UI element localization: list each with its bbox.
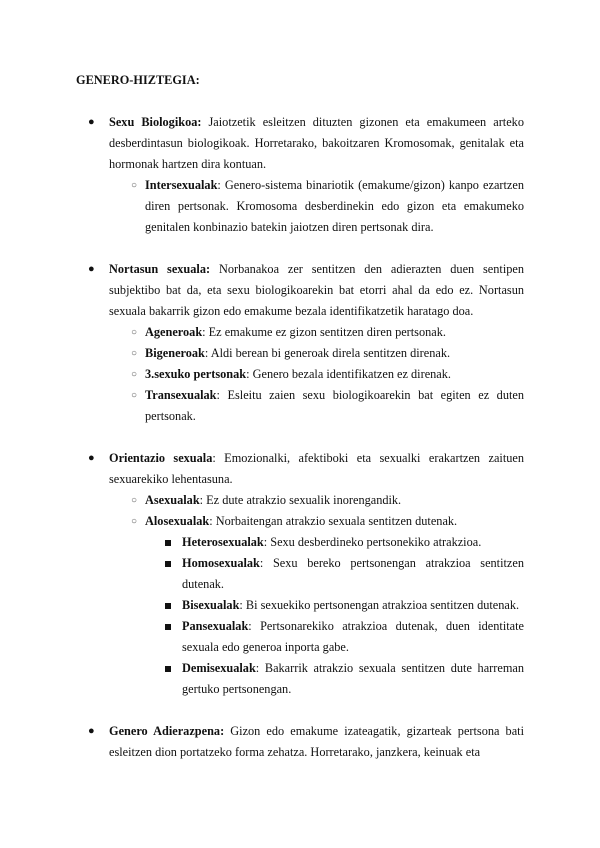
glossary-definition: : Bi sexuekiko pertsonengan atrakzioa sentitzen dutenak. xyxy=(239,598,520,612)
glossary-term: Transexualak xyxy=(145,388,217,402)
glossary-entry-level-1 xyxy=(88,259,525,322)
glossary-definition: : Ez emakume ez gizon sentitzen diren pertsonak. xyxy=(202,325,446,339)
glossary-definition: : Sexu desberdineko pertsonekiko atrakzioa. xyxy=(263,535,482,549)
glossary-term: Demisexualak xyxy=(182,661,256,675)
glossary-definition: Norbanakoa zer sentitzen den adierazten duen sentipen subjektibo bat da, eta sexu biologikoarekin bat etorri ahal da edo ez. Nortasun sexuala bakarrik gizon edo emakume bezala identifikatzetik haratago doa. xyxy=(109,262,525,318)
glossary-definition: : Genero-sistema binariotik (emakume/gizon) kanpo ezartzen diren pertsonak. Kromosoma desberdinekin edo gizon eta emakumeko genitalen konbinazio batekin jaiotzen diren pertsonak dira. xyxy=(145,178,524,234)
glossary-entry-level-3 xyxy=(182,658,524,700)
bullet-circle-icon: ○ xyxy=(131,327,138,338)
bullet-disc-icon: ● xyxy=(88,452,95,464)
bullet-circle-icon: ○ xyxy=(131,495,138,506)
glossary-term: Pansexualak xyxy=(182,619,249,633)
glossary-entry-level-1 xyxy=(88,112,524,175)
glossary-definition: : Sexu bereko pertsonengan atrakzioa sentitzen dutenak. xyxy=(182,556,524,591)
glossary-entry-level-2 xyxy=(131,490,524,511)
glossary-term: Intersexualak xyxy=(145,178,218,192)
bullet-circle-icon: ○ xyxy=(131,390,138,401)
glossary-entry-level-3 xyxy=(182,532,524,553)
glossary-entry-level-3 xyxy=(182,616,524,658)
glossary-entry-level-2 xyxy=(131,511,524,532)
glossary-entry-level-2 xyxy=(131,175,524,238)
glossary-entry-level-1 xyxy=(88,721,524,763)
document-title: GENERO-HIZTEGIA: xyxy=(76,73,200,87)
glossary-definition: : Emozionalki, afektiboki eta sexualki erakartzen zaituen sexuarekiko lehentasuna. xyxy=(109,451,524,486)
glossary-definition: : Ez dute atrakzio sexualik inorengandik. xyxy=(199,493,402,507)
glossary-entry-level-3 xyxy=(182,595,524,616)
glossary-definition: Jaiotzetik esleitzen dituzten gizonen eta emakumeen arteko desberdintasun biologikoak. Horretarako, bakoitzaren Kromosomak, genitalak eta hormonak hartzen dira kontuan. xyxy=(109,115,524,171)
bullet-disc-icon: ● xyxy=(88,116,95,128)
document-page xyxy=(76,70,524,763)
glossary-definition: : Pertsonarekiko atrakzioa dutenak, duen identitate sexuala edo generoa inporta gabe. xyxy=(182,619,524,654)
glossary-term: Bisexualak xyxy=(182,598,240,612)
glossary-definition: : Genero bezala identifikatzen ez direnak. xyxy=(246,367,451,381)
bullet-disc-icon: ● xyxy=(88,263,95,275)
bullet-circle-icon: ○ xyxy=(131,348,138,359)
glossary-term: Ageneroak xyxy=(145,325,203,339)
glossary-term: Orientazio sexuala xyxy=(109,451,213,465)
glossary-entry-level-1 xyxy=(88,448,524,490)
glossary-definition: : Bakarrik atrakzio sexuala sentitzen dute harreman gertuko pertsonengan. xyxy=(182,661,524,696)
glossary-entry-level-2 xyxy=(131,364,524,385)
glossary-term: Alosexualak xyxy=(145,514,210,528)
glossary-term: Genero Adierazpena: xyxy=(109,724,225,738)
glossary-entry-level-2 xyxy=(131,385,524,427)
glossary-term: Sexu Biologikoa: xyxy=(109,115,202,129)
glossary-term: Asexualak xyxy=(145,493,200,507)
bullet-circle-icon: ○ xyxy=(131,516,138,527)
glossary-definition: : Esleitu zaien sexu biologikoarekin bat egiten ez duten pertsonak. xyxy=(145,388,524,423)
bullet-circle-icon: ○ xyxy=(131,180,138,191)
glossary-list xyxy=(76,112,524,763)
glossary-definition: : Aldi berean bi generoak direla sentitzen direnak. xyxy=(204,346,451,360)
glossary-definition: : Norbaitengan atrakzio sexuala sentitzen dutenak. xyxy=(209,514,458,528)
bullet-circle-icon: ○ xyxy=(131,369,138,380)
glossary-term: Bigeneroak xyxy=(145,346,205,360)
glossary-term: Homosexualak xyxy=(182,556,260,570)
bullet-disc-icon: ● xyxy=(88,725,95,737)
glossary-entry-level-2 xyxy=(131,322,524,343)
glossary-term: 3.sexuko pertsonak xyxy=(145,367,247,381)
glossary-entry-level-2 xyxy=(131,343,524,364)
glossary-term: Heterosexualak xyxy=(182,535,264,549)
glossary-entry-level-3 xyxy=(182,553,524,595)
glossary-definition: Gizon edo emakume izateagatik, gizarteak pertsona bati esleitzen dion portatzeko forma zehatza. Horretarako, janzkera, keinuak eta xyxy=(109,724,524,759)
glossary-term: Nortasun sexuala: xyxy=(109,262,211,276)
